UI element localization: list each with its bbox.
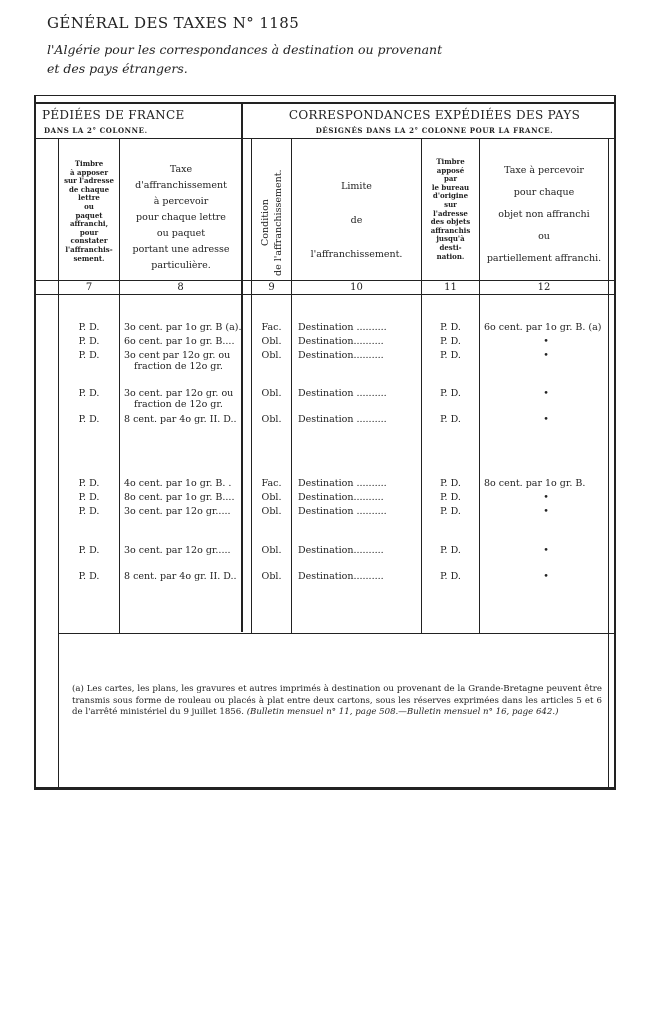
cell-11: P. D. (440, 478, 461, 489)
cell-8: 3o cent. par 12o gr..... (124, 545, 231, 556)
group-left-subtitle: DANS LA 2° COLONNE. (44, 126, 148, 135)
cell-8: 3o cent. par 12o gr..... (124, 506, 231, 517)
cell-12: • (543, 571, 549, 582)
cell-11: P. D. (440, 492, 461, 503)
cell-9: Obl. (261, 350, 282, 361)
cell-12: • (543, 545, 549, 556)
cell-10: Destination.......... (298, 350, 384, 361)
col-7-header: Timbre à apposer sur l'adresse de chaque lettre ou paquet affranchi, pour constater l'affranchis- sement. (64, 159, 114, 263)
cell-8: 3o cent. par 12o gr. ou (124, 388, 234, 399)
footnote-rule (58, 633, 614, 634)
cell-10: Destination.......... (298, 545, 384, 556)
tariff-table (34, 95, 616, 790)
col-11-number: 11 (444, 282, 457, 293)
cell-7: P. D. (78, 388, 100, 399)
col-9-number: 9 (268, 282, 275, 293)
cell-7: P. D. (78, 322, 100, 333)
group-header-rule (36, 138, 614, 139)
cell-9: Obl. (261, 414, 282, 425)
col-7-number: 7 (85, 282, 93, 293)
cell-12: • (543, 414, 549, 425)
group-right-title: CORRESPONDANCES EXPÉDIÉES DES PAYS (288, 108, 581, 122)
cell-11: P. D. (440, 388, 461, 399)
cell-12: • (543, 492, 549, 503)
col-10-number: 10 (350, 282, 363, 293)
cell-11: P. D. (440, 545, 461, 556)
cell-8: 3o cent. par 1o gr. B (a). (124, 322, 242, 333)
col-8-header: Taxe d'affranchissement à percevoir pour chaque lettre ou paquet portant une adresse particulière. (132, 164, 230, 271)
cell-9: Obl. (261, 336, 282, 347)
cell-7: P. D. (78, 336, 100, 347)
cell-8: 8 cent. par 4o gr. II. D.. (124, 571, 237, 582)
cell-12: • (543, 388, 549, 399)
cell-8: 8 cent. par 4o gr. II. D.. (124, 414, 237, 425)
top-double-rule (36, 102, 614, 104)
col-12-header: Taxe à percevoir pour chaque objet non affranchi ou partiellement affranchi. (486, 165, 602, 264)
cell-8: 3o cent par 12o gr. ou (124, 350, 231, 361)
cell-12: • (543, 336, 549, 347)
cell-9: Obl. (261, 388, 282, 399)
cell-8: 6o cent. par 1o gr. B.... (124, 336, 235, 347)
column-number-rule (36, 280, 614, 281)
running-head: GÉNÉRAL DES TAXES N° 1185 (47, 14, 300, 32)
col-9-header: Condition de l'affranchissement. (259, 169, 284, 277)
cell-7: P. D. (78, 414, 100, 425)
cell-8: 8o cent. par 1o gr. B.... (124, 492, 235, 503)
subtitle-line-1: l'Algérie pour les correspondances à destination ou provenant (47, 42, 443, 57)
cell-10: Destination .......... (298, 478, 387, 489)
cell-11: P. D. (440, 322, 461, 333)
cell-7: P. D. (78, 478, 100, 489)
col-12-number: 12 (537, 282, 551, 293)
cell-12: 6o cent. par 1o gr. B. (a) (484, 322, 602, 333)
cell-8-continuation: fraction de 12o gr. (134, 361, 223, 372)
cell-12: • (543, 350, 549, 361)
cell-10: Destination .......... (298, 388, 387, 399)
cell-8-continuation: fraction de 12o gr. (134, 399, 223, 410)
cell-9: Obl. (261, 545, 282, 556)
cell-10: Destination.......... (298, 571, 384, 582)
cell-7: P. D. (78, 545, 100, 556)
cell-7: P. D. (78, 571, 100, 582)
cell-7: P. D. (78, 506, 100, 517)
cell-10: Destination.......... (298, 336, 384, 347)
cell-11: P. D. (440, 414, 461, 425)
cell-10: Destination .......... (298, 506, 387, 517)
cell-8: 4o cent. par 1o gr. B. . (124, 478, 232, 489)
cell-9: Obl. (261, 492, 282, 503)
cell-11: P. D. (440, 571, 461, 582)
cell-12: 8o cent. par 1o gr. B. (484, 478, 586, 489)
col-8-number: 8 (177, 282, 184, 293)
cell-10: Destination.......... (298, 492, 384, 503)
group-right-subtitle: DÉSIGNÉS DANS LA 2° COLONNE POUR LA FRANCE. (315, 126, 554, 135)
cell-11: P. D. (440, 506, 461, 517)
cell-7: P. D. (78, 350, 100, 361)
subtitle-line-2: et des pays étrangers. (47, 61, 188, 76)
cell-12: • (543, 506, 549, 517)
cell-9: Fac. (261, 322, 282, 333)
col-11-header: Timbre apposé par le bureau d'origine sur l'adresse des objets affranchis jusqu'à desti- nation. (430, 157, 471, 261)
cell-11: P. D. (440, 350, 461, 361)
table-inner-right-rule (608, 138, 609, 788)
cell-10: Destination .......... (298, 414, 387, 425)
cell-10: Destination .......... (298, 322, 387, 333)
cell-9: Fac. (261, 478, 282, 489)
cell-11: P. D. (440, 336, 461, 347)
col-10-header: Limite de l'affranchissement. (310, 181, 403, 260)
group-left-title: PÉDIÉES DE FRANCE (42, 108, 185, 122)
body-top-rule (36, 294, 614, 295)
cell-7: P. D. (78, 492, 100, 503)
footnote: (a) Les cartes, les plans, les gravures et autres imprimés à destination ou provenant de la Grande-Bretagne peuvent être transmis sous forme de rouleau ou placés à plat entre deux cartons, sous les réserves exprimées dans les articles 5 et 6 de l'arrêté ministériel du 9 juillet 1856. (Bulletin mensuel n° 11, page 508.—Bulletin mensuel n° 16, page 642.) (72, 684, 602, 717)
cell-9: Obl. (261, 506, 282, 517)
cell-9: Obl. (261, 571, 282, 582)
